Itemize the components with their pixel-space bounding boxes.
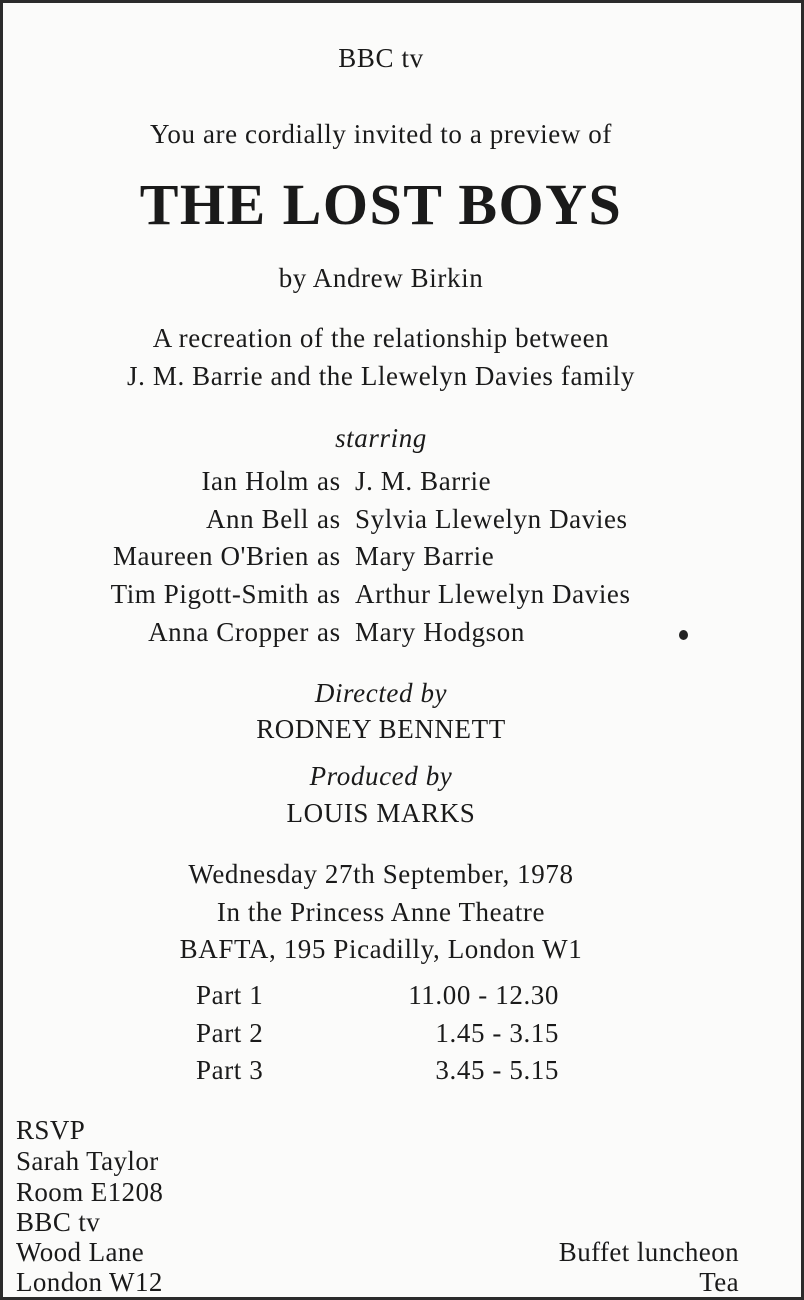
cast-role: J. M. Barrie	[355, 466, 492, 496]
schedule-part-label: Part 3	[196, 1055, 264, 1085]
schedule-part-time: 11.00 - 12.30	[408, 980, 559, 1010]
schedule-part-label: Part 1	[196, 980, 264, 1010]
cast-role: Mary Barrie	[355, 541, 495, 571]
director-name: RODNEY BENNETT	[256, 714, 506, 744]
directed-by-label: Directed by	[314, 678, 448, 708]
cast-row	[3, 541, 759, 575]
rsvp-line: BBC tv	[16, 1207, 101, 1237]
schedule-part-label: Part 2	[196, 1018, 264, 1048]
producer-name: LOUIS MARKS	[286, 798, 476, 828]
cast-row	[3, 504, 759, 538]
cast-actor: Ann Bell	[205, 504, 309, 534]
broadcaster-logo-text: BBC tv	[338, 43, 424, 73]
invitation-line: You are cordially invited to a preview of	[150, 119, 612, 149]
cast-as: as	[317, 466, 341, 496]
cast-actor: Anna Cropper	[148, 617, 309, 647]
cast-as: as	[317, 617, 341, 647]
rsvp-line: London W12	[16, 1267, 163, 1297]
cast-row	[3, 617, 759, 651]
description-line-2: J. M. Barrie and the Llewelyn Davies family	[127, 361, 635, 391]
event-address: BAFTA, 195 Picadilly, London W1	[179, 934, 583, 964]
refreshment-line: Buffet luncheon	[558, 1237, 739, 1267]
refreshment-line: Tea	[699, 1267, 739, 1297]
programme-title: THE LOST BOYS	[139, 172, 623, 237]
description-line-1: A recreation of the relationship between	[152, 323, 610, 353]
rsvp-line: Room E1208	[16, 1177, 164, 1207]
cast-role: Arthur Llewelyn Davies	[355, 579, 631, 609]
cast-as: as	[317, 504, 341, 534]
cast-row	[3, 579, 759, 613]
rsvp-line: Wood Lane	[16, 1237, 145, 1267]
cast-as: as	[317, 541, 341, 571]
rsvp-line: RSVP	[16, 1115, 86, 1145]
produced-by-label: Produced by	[309, 761, 453, 791]
schedule-part-time: 1.45 - 3.15	[435, 1018, 559, 1048]
schedule-part-time: 3.45 - 5.15	[435, 1055, 559, 1085]
starring-heading: starring	[335, 423, 427, 453]
cast-role: Sylvia Llewelyn Davies	[355, 504, 628, 534]
cast-actor: Tim Pigott-Smith	[110, 579, 309, 609]
cast-actor: Ian Holm	[201, 466, 309, 496]
ink-speck	[679, 630, 688, 640]
cast-as: as	[317, 579, 341, 609]
cast-role: Mary Hodgson	[355, 617, 525, 647]
event-date: Wednesday 27th September, 1978	[188, 859, 574, 889]
event-venue: In the Princess Anne Theatre	[216, 897, 546, 927]
author-line: by Andrew Birkin	[278, 263, 484, 293]
rsvp-line: Sarah Taylor	[16, 1146, 159, 1176]
cast-actor: Maureen O'Brien	[112, 541, 309, 571]
cast-row	[3, 466, 759, 500]
